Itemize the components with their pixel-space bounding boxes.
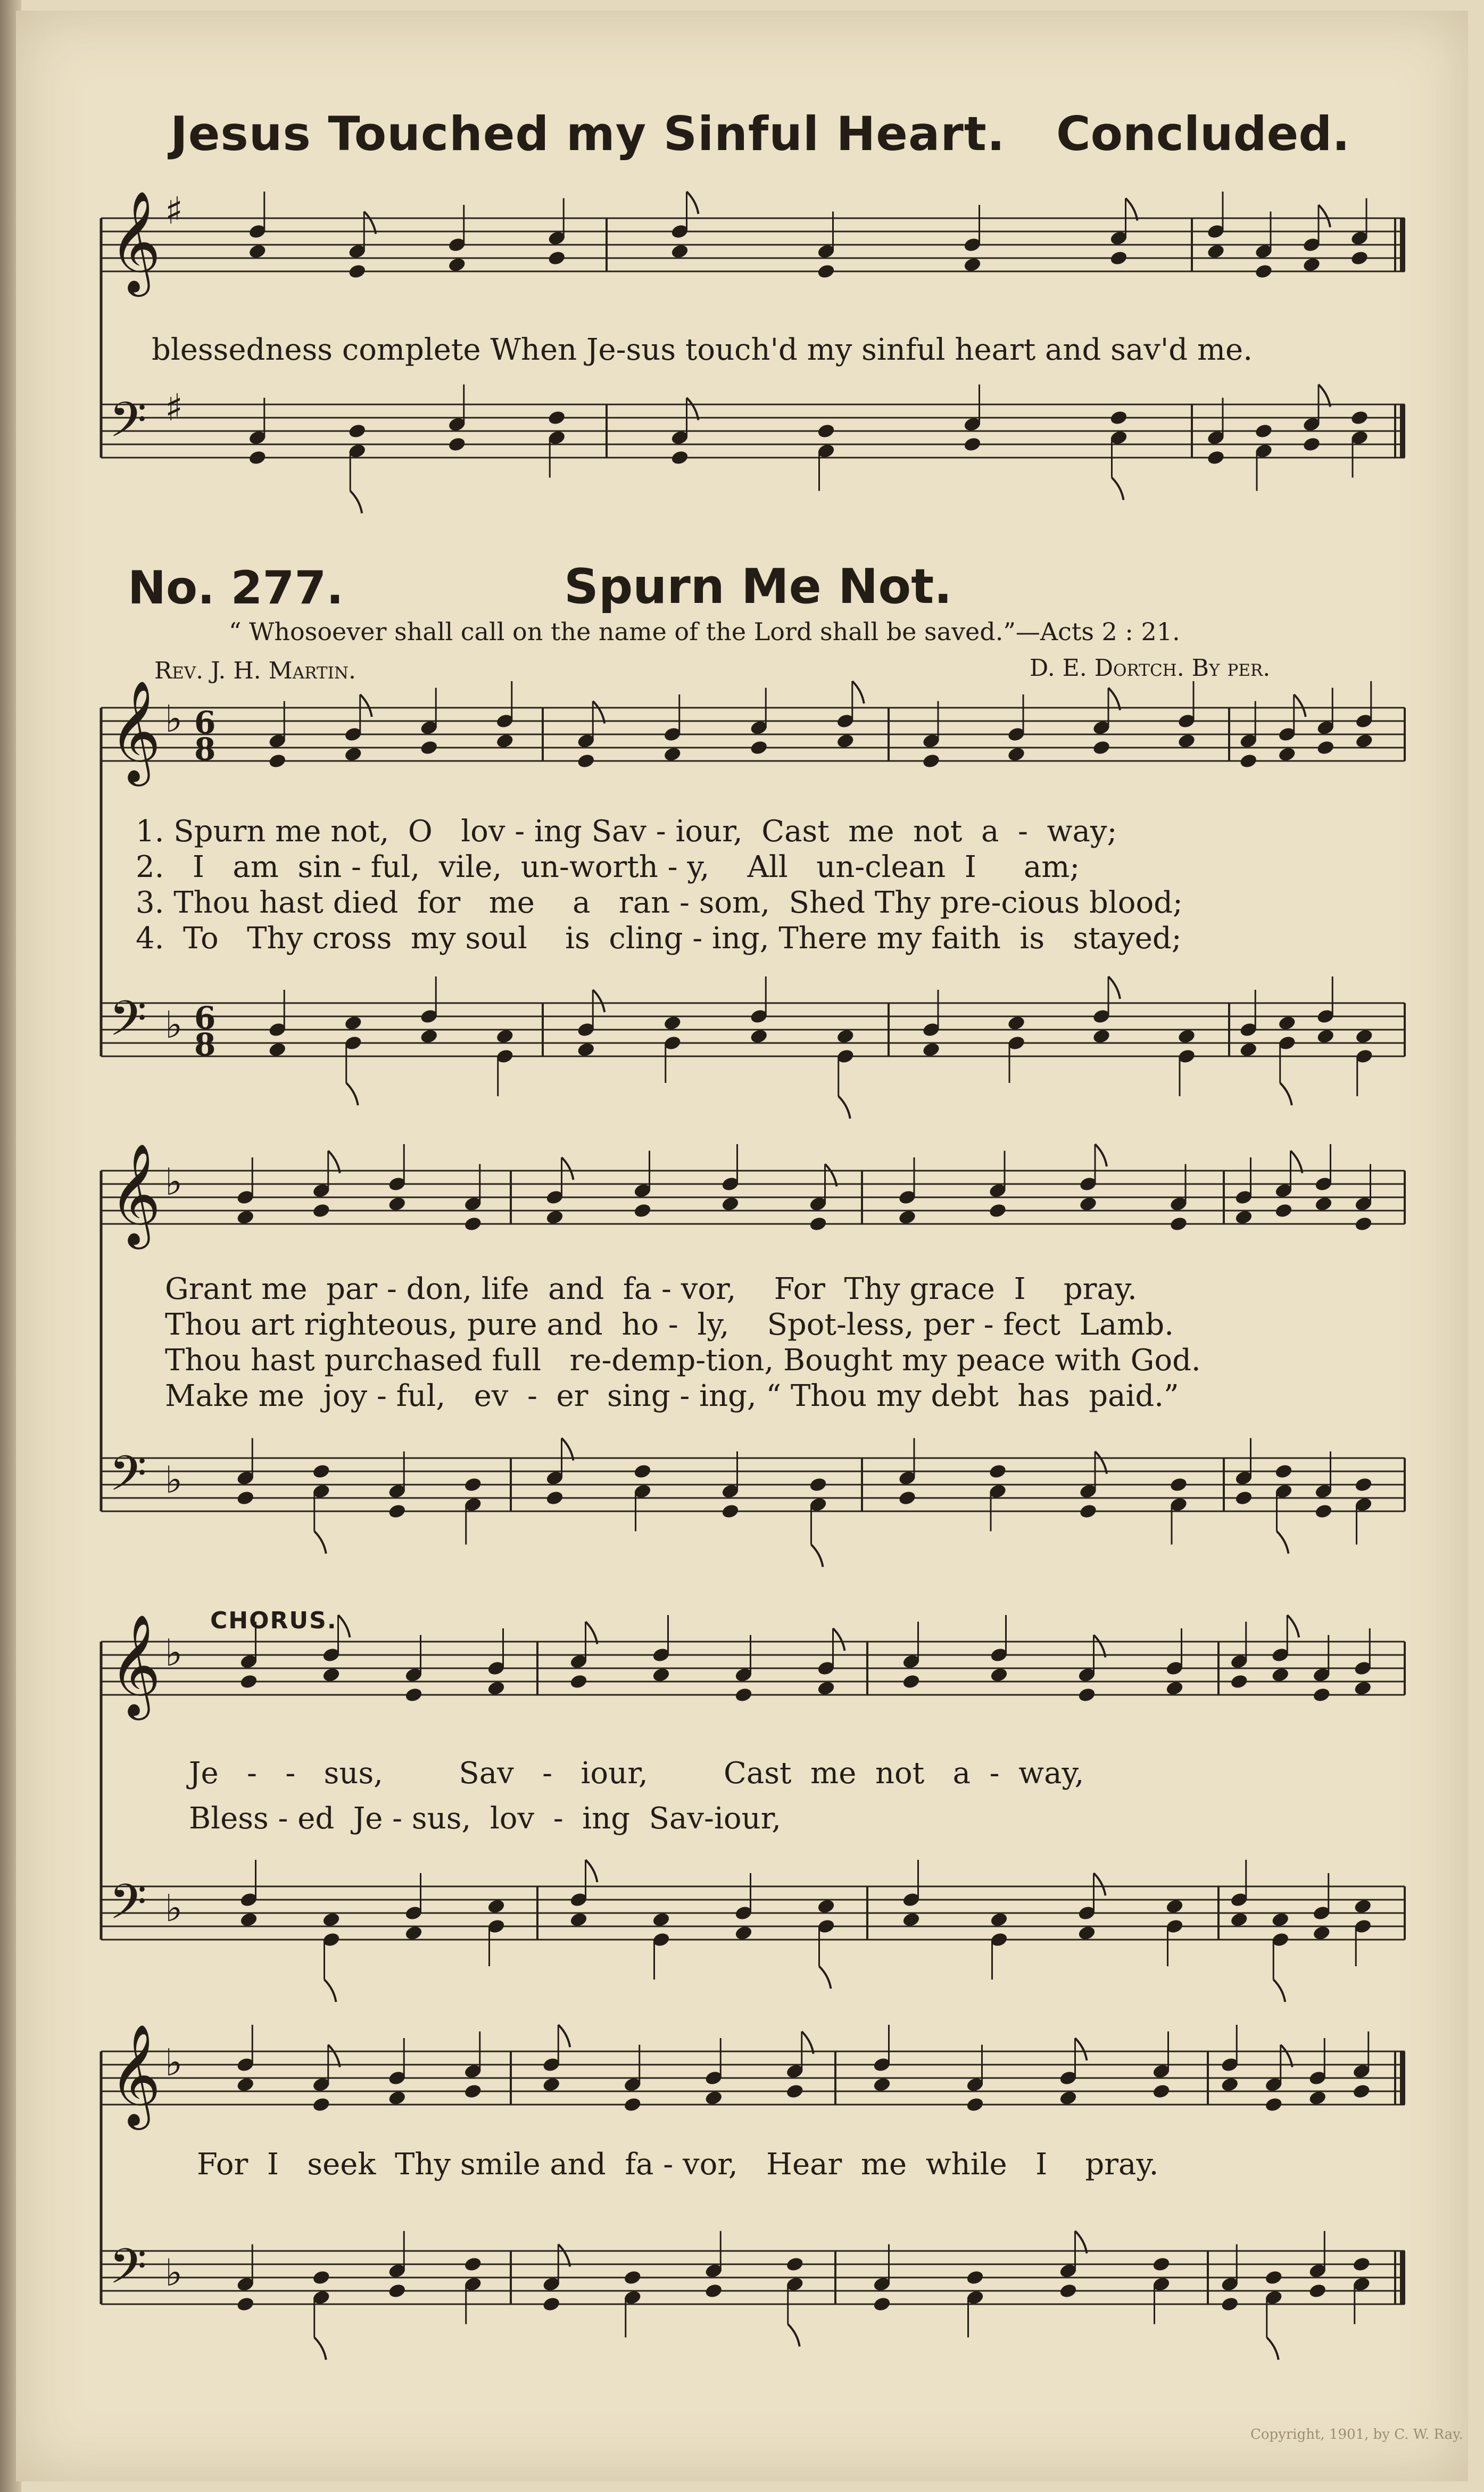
note-head [734, 1687, 753, 1703]
note-head [1271, 1667, 1290, 1683]
note-head [1353, 1898, 1372, 1915]
note-head [1077, 1687, 1097, 1703]
note-head [463, 2256, 483, 2273]
note-head [312, 1463, 331, 1480]
note-head [966, 2097, 985, 2113]
note-head [1169, 1216, 1188, 1232]
bass-clef-icon: 𝄢 [109, 392, 147, 460]
note-head [1165, 1898, 1184, 1915]
note-head [404, 1687, 424, 1703]
note-head [576, 1041, 595, 1058]
note-head [268, 1041, 287, 1058]
note-head [663, 746, 682, 763]
note-head [898, 1209, 917, 1226]
note-head [1352, 2256, 1371, 2273]
chorus-line-2: Bless - ed Je - sus, lov - ing Sav-iour, [189, 1801, 782, 1836]
note-flag [839, 1096, 850, 1119]
note-head [545, 1490, 565, 1506]
note-head [836, 1028, 855, 1045]
note-flag [1277, 1531, 1289, 1554]
note-flag [325, 1980, 336, 2002]
note-head [447, 436, 467, 453]
note-head [344, 746, 363, 763]
bass-clef-icon: 𝄢 [109, 1445, 147, 1513]
note-head [1274, 1203, 1294, 1219]
note-head [547, 250, 566, 267]
final-line: For I seek Thy smile and fa - vor, Hear me while I pray. [197, 2147, 1159, 2182]
note-flag [687, 398, 699, 420]
note-head [1355, 1028, 1374, 1045]
note-flag [1112, 478, 1124, 500]
note-flag [788, 2324, 800, 2347]
note-head [1230, 1674, 1249, 1690]
verse-line-1a: 1. Spurn me not, O lov - ing Sav - iour, Cast me not a - way; [136, 814, 1117, 849]
previous-hymn-status: Concluded. [1056, 106, 1350, 161]
note-flag [586, 1860, 598, 1882]
note-flag [1108, 688, 1120, 710]
note-head [873, 2076, 892, 2093]
note-flag [1291, 1151, 1303, 1173]
note-flag [833, 1628, 845, 1651]
note-head [347, 423, 367, 440]
verse-line-3b: Thou hast purchased full re-demp-tion, Bought my peace with God. [165, 1343, 1201, 1378]
note-flag [825, 1164, 837, 1187]
note-head [898, 1490, 917, 1506]
note-flag [346, 1083, 358, 1105]
note-flag [558, 2245, 570, 2267]
note-head [236, 2076, 255, 2093]
note-head [322, 1911, 341, 1928]
note-head [785, 2083, 805, 2100]
flat-icon: ♭ [165, 2251, 183, 2295]
note-head [542, 2296, 561, 2313]
note-head [1079, 1503, 1098, 1520]
note-head [988, 1203, 1007, 1219]
note-head [809, 1216, 828, 1232]
note-head [248, 243, 267, 260]
verse-line-4b: Make me joy - ful, ev - er sing - ing, “ Thou my debt has paid.” [165, 1379, 1179, 1413]
copyright-footnote: Copyright, 1901, by C. W. Ray. [1250, 2427, 1463, 2443]
flat-icon: ♭ [165, 1160, 183, 1204]
note-head [1316, 740, 1335, 756]
note-head [670, 243, 690, 260]
treble-clef-icon: 𝄞 [109, 1613, 161, 1716]
note-head [576, 753, 595, 769]
note-head [1059, 2090, 1078, 2106]
note-head [734, 1925, 753, 1941]
note-flag [1281, 2045, 1292, 2067]
note-head [721, 1196, 740, 1212]
treble-clef-icon: 𝄞 [109, 190, 161, 292]
note-head [809, 1477, 828, 1493]
scripture-reference: “ Whosoever shall call on the name of the Lord shall be saved.”—Acts 2 : 21. [229, 617, 1180, 646]
note-head [1230, 1911, 1249, 1928]
note-head [1271, 1911, 1290, 1928]
note-flag [350, 491, 362, 514]
note-head [721, 1503, 740, 1520]
note-flag [1287, 1615, 1299, 1637]
note-head [542, 2076, 561, 2093]
verse-line-2b: Thou art righteous, pure and ho - ly, Spot-less, per - fect Lamb. [165, 1307, 1174, 1342]
note-head [1092, 740, 1111, 756]
note-flag [1267, 2338, 1279, 2360]
note-head [988, 1463, 1007, 1480]
note-head [236, 1209, 255, 1226]
note-head [239, 1911, 259, 1928]
note-flag [360, 694, 372, 717]
note-head [344, 1015, 363, 1031]
note-head [1206, 450, 1225, 466]
note-head [248, 450, 267, 466]
note-flag [1294, 694, 1306, 717]
flat-icon: ♭ [165, 1003, 183, 1047]
previous-hymn-title: Jesus Touched my Sinful Heart. [170, 106, 1006, 161]
note-flag [1108, 976, 1120, 999]
note-head [463, 1216, 483, 1232]
note-head [633, 1203, 652, 1219]
note-head [236, 1490, 255, 1506]
note-flag [314, 1531, 326, 1554]
note-head [268, 753, 287, 769]
note-head [1314, 1196, 1333, 1212]
note-head [1077, 1925, 1097, 1941]
note-head [1308, 2283, 1327, 2299]
note-flag [1094, 1873, 1106, 1895]
note-flag [364, 212, 376, 234]
lyricist-credit: Rev. J. H. Martin. [154, 657, 356, 684]
note-head [545, 1209, 565, 1226]
note-head [963, 436, 982, 453]
note-head [1220, 2296, 1239, 2313]
note-flag [1075, 2231, 1087, 2254]
note-flag [1095, 1144, 1107, 1166]
flat-icon: ♭ [165, 2041, 183, 2084]
note-head [1254, 423, 1273, 440]
note-head [1239, 1041, 1258, 1058]
note-head [1177, 733, 1196, 749]
note-head [1059, 2283, 1078, 2299]
note-head [1177, 1028, 1196, 1045]
note-head [569, 1674, 588, 1690]
note-head [447, 256, 467, 273]
note-flag [687, 192, 699, 214]
chorus-line-1: Je - - sus, Sav - iour, Cast me not a - way, [189, 1756, 1084, 1791]
note-flag [819, 1966, 831, 1989]
note-head [1355, 733, 1374, 749]
note-head [749, 1028, 768, 1045]
hymn-number: No. 277. [128, 561, 344, 615]
note-head [1302, 256, 1321, 273]
note-head [1264, 2097, 1283, 2113]
note-flag [1319, 205, 1330, 227]
treble-clef-icon: 𝄞 [109, 1142, 161, 1245]
note-head [1007, 1015, 1026, 1031]
time-signature-bottom: 8 [194, 731, 216, 767]
note-head [487, 1898, 506, 1915]
sharp-icon: ♯ [165, 386, 183, 429]
note-head [1206, 243, 1225, 260]
note-head [749, 740, 768, 756]
note-head [347, 263, 367, 280]
note-head [785, 2256, 805, 2273]
note-head [1354, 1216, 1373, 1232]
note-flag [1126, 198, 1138, 221]
note-head [387, 1503, 407, 1520]
note-head [963, 256, 982, 273]
note-flag [558, 2025, 570, 2047]
note-head [1314, 1503, 1333, 1520]
note-flag [1094, 1635, 1106, 1658]
note-flag [852, 681, 864, 703]
note-head [463, 2083, 483, 2100]
note-head [1169, 1477, 1188, 1493]
note-head [1254, 263, 1273, 280]
flat-icon: ♭ [165, 697, 183, 741]
note-head [633, 1463, 652, 1480]
note-head [990, 1911, 1009, 1928]
note-head [387, 1196, 407, 1212]
note-head [387, 2283, 407, 2299]
note-flag [586, 1622, 598, 1644]
note-head [1165, 1680, 1184, 1696]
note-flag [314, 2338, 326, 2360]
note-head [236, 2296, 255, 2313]
previous-hymn-lyric: blessedness complete When Je-sus touch'd my sinful heart and sav'd me. [152, 333, 1253, 367]
hymn-title: Spurn Me Not. [564, 559, 952, 615]
note-head [704, 2283, 723, 2299]
verse-line-1b: Grant me par - don, life and fa - vor, For Thy grace I pray. [165, 1272, 1137, 1306]
note-head [1278, 746, 1297, 763]
composer-credit: D. E. Dortch. By per. [1030, 655, 1271, 682]
note-flag [1095, 1452, 1107, 1474]
note-head [1239, 753, 1258, 769]
note-head [1092, 1028, 1111, 1045]
note-flag [1319, 385, 1330, 407]
note-head [817, 1680, 836, 1696]
note-flag [593, 990, 604, 1012]
note-head [1079, 1196, 1098, 1212]
note-flag [338, 1615, 350, 1637]
note-flag [328, 1151, 340, 1173]
note-head [623, 2270, 642, 2286]
note-head [1353, 1680, 1372, 1696]
treble-clef-icon: 𝄞 [109, 680, 161, 782]
flat-icon: ♭ [165, 1458, 183, 1502]
note-head [966, 2270, 985, 2286]
note-head [1234, 1490, 1254, 1506]
sharp-icon: ♯ [165, 189, 183, 233]
note-head [387, 2090, 407, 2106]
note-head [1316, 1028, 1335, 1045]
note-head [817, 263, 836, 280]
note-head [1152, 2256, 1171, 2273]
note-flag [1280, 1083, 1292, 1105]
note-head [547, 410, 566, 426]
note-head [312, 1203, 331, 1219]
time-signature-bottom: 8 [194, 1026, 216, 1063]
note-head [652, 1667, 671, 1683]
note-flag [562, 1157, 574, 1180]
note-head [312, 2270, 331, 2286]
note-head [1350, 250, 1369, 267]
note-head [1354, 1477, 1373, 1493]
note-head [569, 1911, 588, 1928]
note-head [1007, 746, 1026, 763]
bass-clef-icon: 𝄢 [109, 1874, 147, 1942]
note-head [922, 753, 941, 769]
note-head [1274, 1463, 1294, 1480]
note-head [1308, 2090, 1327, 2106]
note-head [1234, 1209, 1254, 1226]
note-head [670, 450, 690, 466]
note-head [990, 1667, 1009, 1683]
verse-line-3a: 3. Thou hast died for me a ran - som, Shed Thy pre-cious blood; [136, 885, 1183, 920]
note-head [1109, 410, 1129, 426]
note-head [495, 1028, 515, 1045]
note-head [902, 1911, 921, 1928]
note-head [704, 2090, 723, 2106]
note-head [1350, 410, 1369, 426]
note-head [1302, 436, 1321, 453]
note-flag [562, 1438, 574, 1461]
note-flag [593, 701, 604, 724]
note-flag [1273, 1980, 1285, 2002]
bass-clef-icon: 𝄢 [109, 2238, 147, 2306]
note-head [1264, 2270, 1283, 2286]
note-flag [802, 2032, 814, 2054]
treble-clef-icon: 𝄞 [109, 2023, 161, 2125]
flat-icon: ♭ [165, 1631, 183, 1675]
note-head [817, 1898, 836, 1915]
note-head [1220, 2076, 1239, 2093]
note-flag [328, 2045, 340, 2067]
note-head [836, 733, 855, 749]
bass-clef-icon: 𝄢 [109, 990, 147, 1058]
verse-line-2a: 2. I am sin - ful, vile, un-worth - y, All un-clean I am; [136, 850, 1080, 884]
note-head [902, 1674, 921, 1690]
note-head [1352, 2083, 1371, 2100]
note-head [1278, 1015, 1297, 1031]
note-head [1109, 250, 1129, 267]
note-head [623, 2097, 642, 2113]
note-head [322, 1667, 341, 1683]
note-head [312, 2097, 331, 2113]
note-head [419, 1028, 438, 1045]
note-head [873, 2296, 892, 2313]
note-head [495, 733, 515, 749]
note-head [817, 423, 836, 440]
note-head [239, 1674, 259, 1690]
note-head [922, 1041, 941, 1058]
note-head [652, 1911, 671, 1928]
note-head [419, 740, 438, 756]
note-head [663, 1015, 682, 1031]
time-signature-top: 6 [194, 1000, 216, 1036]
note-head [1152, 2083, 1171, 2100]
flat-icon: ♭ [165, 1886, 183, 1930]
time-signature-top: 6 [194, 705, 216, 741]
chorus-label: CHORUS. [210, 1607, 337, 1634]
note-flag [811, 1545, 823, 1567]
note-flag [1075, 2038, 1087, 2060]
verse-line-4a: 4. To Thy cross my soul is cling - ing, There my faith is stayed; [136, 921, 1182, 956]
note-head [1312, 1687, 1331, 1703]
note-head [463, 1477, 483, 1493]
note-head [487, 1680, 506, 1696]
note-head [404, 1925, 424, 1941]
note-head [1312, 1925, 1331, 1941]
